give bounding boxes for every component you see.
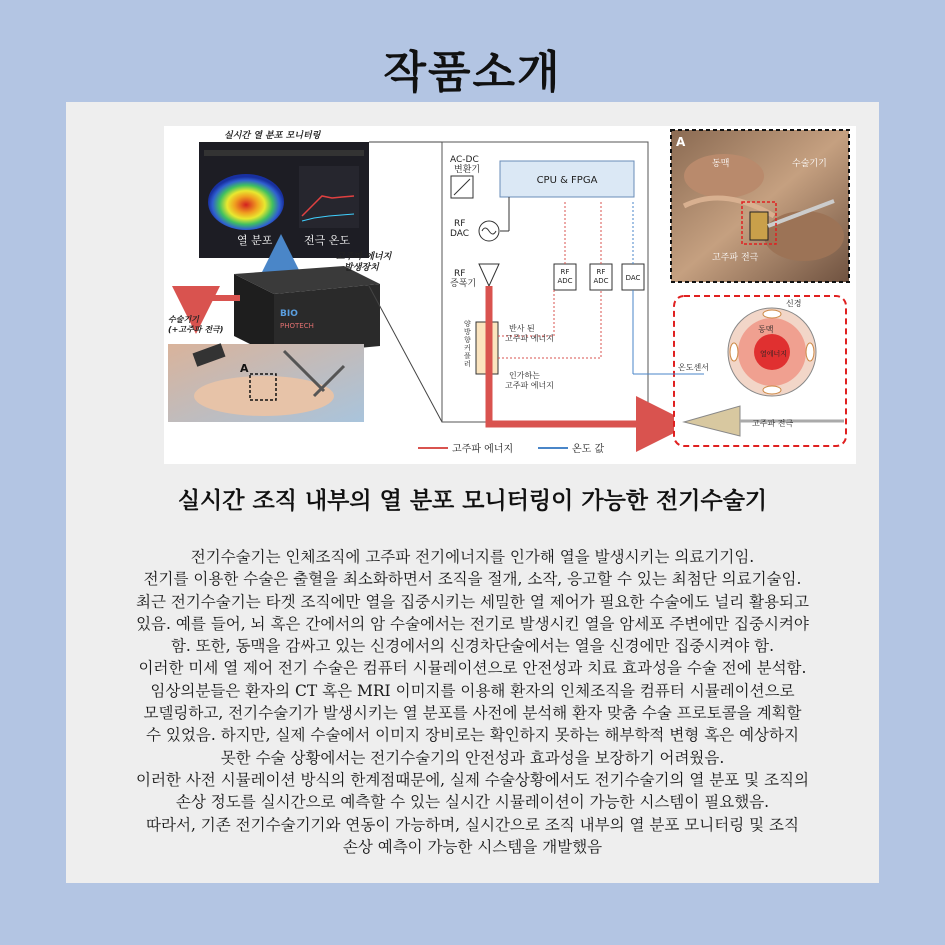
description-line: 있음. 예를 들어, 뇌 혹은 간에서의 암 수술에서는 전기로 발생시킨 열을 암세포 주변에만 집중시켜야	[136, 614, 809, 633]
rf-adc-2: RF ADC	[593, 268, 609, 285]
rf-generator	[234, 266, 380, 356]
reflected-label: 반사 된 고주파 에너지	[505, 324, 554, 343]
inset-artery: 동맥	[712, 159, 730, 169]
coupler-label: 양 방 향 커 플 러	[464, 320, 471, 368]
inset-electrode: 고주파 전극	[712, 253, 759, 263]
description-line: 함. 또한, 동맥을 감싸고 있는 신경에서의 신경차단술에서는 열을 신경에만 집중시켜야 함.	[170, 637, 775, 656]
legend-temp: 온도 값	[572, 444, 605, 455]
generator-label: 고주파 에너지 발생장치	[336, 252, 392, 273]
zoom-sensor: 온도센서	[678, 363, 709, 372]
article-subtitle: 실시간 조직 내부의 열 분포 모니터링이 가능한 전기수술기	[177, 488, 768, 514]
legend-rf: 고주파 에너지	[452, 444, 514, 455]
description-line: 최근 전기수술기는 타겟 조직에만 열을 집중시키는 세밀한 열 제어가 필요한 수술에도 널리 활용되고	[135, 592, 810, 611]
zoom-electrode: 고주파 전극	[752, 419, 794, 428]
description-text	[76, 546, 869, 858]
description-line: 모델링하고, 전기수술기가 발생시키는 열 분포를 사전에 분석해 환자 맞춤 수술 프로토콜을 계획할	[143, 704, 802, 723]
applied-label: 인가하는 고주파 에너지	[505, 371, 554, 390]
legend	[418, 442, 604, 455]
description-line: 손상 정도를 실시간으로 예측할 수 있는 실시간 시뮬레이션이 가능한 시스템이 필요했음.	[175, 793, 770, 812]
monitor-screen	[199, 142, 369, 258]
endoscope-photo	[671, 130, 849, 282]
rf-adc-1: RF ADC	[557, 268, 573, 285]
zoom-cross-section	[674, 296, 846, 446]
acdc-label: AC-DC 변환기	[450, 155, 481, 175]
description-line: 이러한 사전 시뮬레이션 방식의 한계점때문에, 실제 수술상황에서도 전기수술기의 열 분포 및 조직의	[135, 770, 810, 789]
inset-a: A	[676, 135, 686, 149]
block-diagram	[442, 142, 704, 422]
device-model: PHOTECH	[280, 322, 314, 330]
content-panel	[66, 102, 879, 883]
monitor-title: 실시간 열 분포 모니터링	[224, 131, 321, 141]
rf-dac-label: RF DAC	[450, 219, 470, 239]
description-line: 따라서, 기존 전기수술기기와 연동이 가능하며, 실시간으로 조직 내부의 열 분포 모니터링 및 조직	[146, 815, 799, 834]
description-line: 전기수술기는 인체조직에 고주파 전기에너지를 인가해 열을 발생시키는 의료기기임.	[190, 548, 755, 566]
temp-label: 전극 온도	[304, 234, 351, 247]
tool-label: 수술기기 (+고주파 전극)	[168, 315, 224, 334]
description-line: 수 있었음. 하지만, 실제 수술에서 이미지 장비로는 확인하지 못하는 해부학적 변형 혹은 예상하지	[146, 726, 799, 745]
heat-label: 열 분포	[237, 234, 273, 247]
rf-amp-label: RF 증폭기	[450, 269, 477, 289]
page-title: 작품소개	[383, 47, 562, 98]
system-figure	[164, 126, 856, 464]
description-line: 못한 수술 상황에서는 전기수술기의 안전성과 효과성을 보장하기 어려웠음.	[220, 748, 725, 767]
description-line: 임상의분들은 환자의 CT 혹은 MRI 이미지를 이용해 환자의 인체조직을 컴퓨터 시뮬레이션으로	[150, 681, 795, 700]
zoom-artery: 동맥	[758, 325, 774, 334]
cpu-label: CPU & FPGA	[536, 175, 598, 186]
photo-marker-a: A	[240, 362, 249, 375]
zoom-nerve: 신경	[786, 299, 802, 308]
description-line: 손상 예측이 가능한 시스템을 개발했음	[342, 837, 603, 856]
description-line: 전기를 이용한 수술은 출혈을 최소화하면서 조직을 절개, 소작, 응고할 수 있는 최첨단 의료기술임.	[143, 570, 802, 589]
heat-map	[208, 174, 284, 230]
dac-label: DAC	[625, 274, 641, 282]
surgery-photo	[168, 343, 364, 422]
description-line: 이러한 미세 열 제어 전기 수술은 컴퓨터 시뮬레이션으로 안전성과 치료 효과성을 수술 전에 분석함.	[138, 659, 807, 678]
device-brand: BIO	[280, 309, 298, 319]
zoom-heat: 열에너지	[760, 350, 788, 358]
inset-tool: 수술기기	[792, 159, 827, 169]
